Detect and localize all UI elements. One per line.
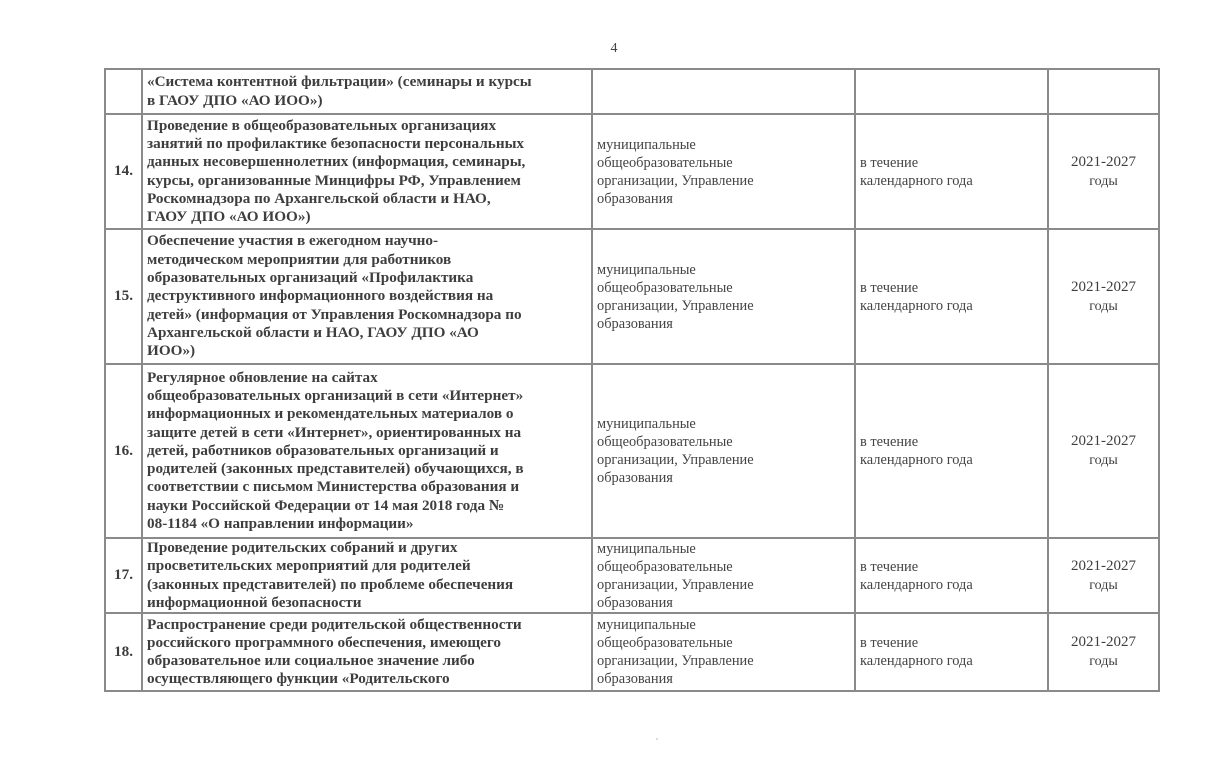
measure-description-line: образовательное или социальное значение либо	[147, 652, 475, 670]
measure-description-line: Проведение в общеобразовательных организациях	[147, 116, 497, 134]
years-cell	[1048, 613, 1159, 691]
term-cell	[855, 114, 1048, 229]
measure-description-line: общеобразовательных организаций в сети «Интернет»	[147, 386, 524, 404]
measure-description-line: информационных и рекомендательных материалов о	[147, 405, 514, 423]
measure-description-line: Регулярное обновление на сайтах	[147, 368, 378, 386]
executor-line: общеобразовательные	[597, 154, 733, 171]
measure-description-line: российского программного обеспечения, имеющего	[147, 633, 501, 651]
executor-line: общеобразовательные	[597, 635, 733, 652]
measure-description-line: в ГАОУ ДПО «АО ИОО»)	[147, 91, 323, 109]
term-line: календарного года	[860, 653, 973, 670]
term-line: календарного года	[860, 576, 973, 593]
executor-line: образования	[597, 671, 673, 688]
measure-description-cell	[142, 69, 592, 114]
years-cell	[1048, 114, 1159, 229]
measure-description-cell	[142, 364, 592, 538]
measure-description-line: просветительских мероприятий для родителей	[147, 557, 471, 575]
executor-line: образования	[597, 315, 673, 332]
years-word: годы	[1089, 453, 1118, 468]
measure-description-cell	[142, 114, 592, 229]
measure-description-line: (законных представителей) по проблеме обеспечения	[147, 575, 514, 593]
executor-line: муниципальные	[597, 617, 696, 634]
executor-line: организации, Управление	[597, 297, 754, 314]
measure-description-line: детей, работников образовательных организаций и	[147, 441, 499, 459]
term-cell	[855, 538, 1048, 613]
years-word: годы	[1089, 654, 1118, 670]
row-number-cell	[105, 114, 142, 229]
scan-speck	[656, 738, 658, 740]
years-range: 2021-2027	[1071, 634, 1136, 651]
measure-description-line: ГАОУ ДПО «АО ИОО»)	[147, 208, 311, 226]
measure-description-line: информационной безопасности	[147, 593, 362, 611]
row-number-cell	[105, 69, 142, 114]
executor-cell	[592, 229, 855, 364]
row-number: 18.	[114, 643, 133, 661]
term-line: календарного года	[860, 172, 973, 189]
row-number-cell	[105, 364, 142, 538]
years-range: 2021-2027	[1071, 433, 1136, 449]
executor-line: организации, Управление	[597, 576, 754, 593]
row-number: 15.	[114, 287, 133, 305]
table-row	[105, 69, 1159, 114]
table-row	[105, 229, 1159, 364]
measure-description-line: науки Российской Федерации от 14 мая 2018 года №	[147, 496, 505, 514]
executor-line: муниципальные	[597, 261, 696, 278]
row-number: 14.	[114, 162, 133, 180]
measure-description-line: «Система контентной фильтрации» (семинары и курсы	[147, 73, 532, 91]
term-line: в течение	[860, 434, 919, 450]
executor-line: образования	[597, 594, 673, 611]
executor-line: муниципальные	[597, 540, 696, 557]
executor-line: общеобразовательные	[597, 558, 733, 575]
term-line: в течение	[860, 154, 919, 171]
years-range: 2021-2027	[1071, 278, 1136, 295]
measure-description-line: Роскомнадзора по Архангельской области и НАО,	[147, 189, 491, 207]
term-cell	[855, 69, 1048, 114]
measure-description-line: защите детей в сети «Интернет», ориентированных на	[147, 423, 522, 441]
years-word: годы	[1089, 577, 1118, 593]
measures-table	[104, 68, 1160, 692]
executor-line: образования	[597, 470, 673, 486]
table-row	[105, 538, 1159, 613]
executor-line: образования	[597, 190, 673, 207]
years-word: годы	[1089, 173, 1118, 189]
years-range: 2021-2027	[1071, 153, 1136, 170]
table-row	[105, 114, 1159, 229]
measure-description-cell	[142, 613, 592, 691]
executor-line: муниципальные	[597, 416, 696, 432]
measure-description-line: образовательных организаций «Профилактика	[147, 269, 474, 287]
measure-description-line: деструктивного информационного воздействия на	[147, 287, 494, 305]
executor-cell	[592, 69, 855, 114]
measure-description-line: ИОО»)	[147, 342, 196, 360]
term-cell	[855, 613, 1048, 691]
measure-description-line: Архангельской области и НАО, ГАОУ ДПО «АО	[147, 323, 479, 341]
term-line: календарного года	[860, 452, 973, 468]
measure-description-line: детей» (информация от Управления Роскомнадзора по	[147, 305, 522, 323]
measure-description-line: родителей (законных представителей) обучающихся, в	[147, 460, 524, 478]
executor-line: организации, Управление	[597, 172, 754, 189]
years-cell	[1048, 538, 1159, 613]
measure-description-line: Распространение среди родительской общественности	[147, 615, 522, 633]
measure-description-cell	[142, 229, 592, 364]
executor-cell	[592, 114, 855, 229]
executor-line: муниципальные	[597, 136, 696, 153]
row-number-cell	[105, 538, 142, 613]
years-cell	[1048, 364, 1159, 538]
years-cell	[1048, 69, 1159, 114]
table-row	[105, 613, 1159, 691]
executor-cell	[592, 364, 855, 538]
measure-description-line: данных несовершеннолетних (информация, семинары,	[147, 153, 526, 171]
measure-description-line: занятий по профилактике безопасности персональных	[147, 134, 525, 152]
measure-description-cell	[142, 538, 592, 613]
measures-table-body	[105, 69, 1159, 691]
page-number: 4	[610, 41, 618, 56]
row-number: 16.	[114, 441, 133, 459]
executor-line: общеобразовательные	[597, 434, 733, 450]
executor-line: организации, Управление	[597, 452, 754, 468]
measure-description-line: осуществляющего функции «Родительского	[147, 670, 450, 688]
years-range: 2021-2027	[1071, 557, 1136, 574]
executor-cell	[592, 613, 855, 691]
years-cell	[1048, 229, 1159, 364]
term-line: в течение	[860, 635, 919, 652]
measure-description-line: Проведение родительских собраний и других	[147, 539, 458, 556]
measure-description-line: курсы, организованные Минцифры РФ, Управлением	[147, 171, 521, 189]
row-number-cell	[105, 229, 142, 364]
measure-description-line: 08-1184 «О направлении информации»	[147, 515, 414, 533]
term-line: в течение	[860, 558, 919, 575]
term-line: в течение	[860, 279, 919, 296]
row-number: 17.	[114, 566, 133, 584]
measure-description-line: Обеспечение участия в ежегодном научно-	[147, 232, 439, 250]
table-row	[105, 364, 1159, 538]
row-number-cell	[105, 613, 142, 691]
years-word: годы	[1089, 298, 1118, 314]
measure-description-line: соответствии с письмом Министерства образования и	[147, 478, 520, 496]
term-cell	[855, 229, 1048, 364]
executor-line: общеобразовательные	[597, 279, 733, 296]
executor-line: организации, Управление	[597, 653, 754, 670]
measure-description-line: методическом мероприятии для работников	[147, 250, 452, 268]
executor-cell	[592, 538, 855, 613]
term-cell	[855, 364, 1048, 538]
term-line: календарного года	[860, 297, 973, 314]
